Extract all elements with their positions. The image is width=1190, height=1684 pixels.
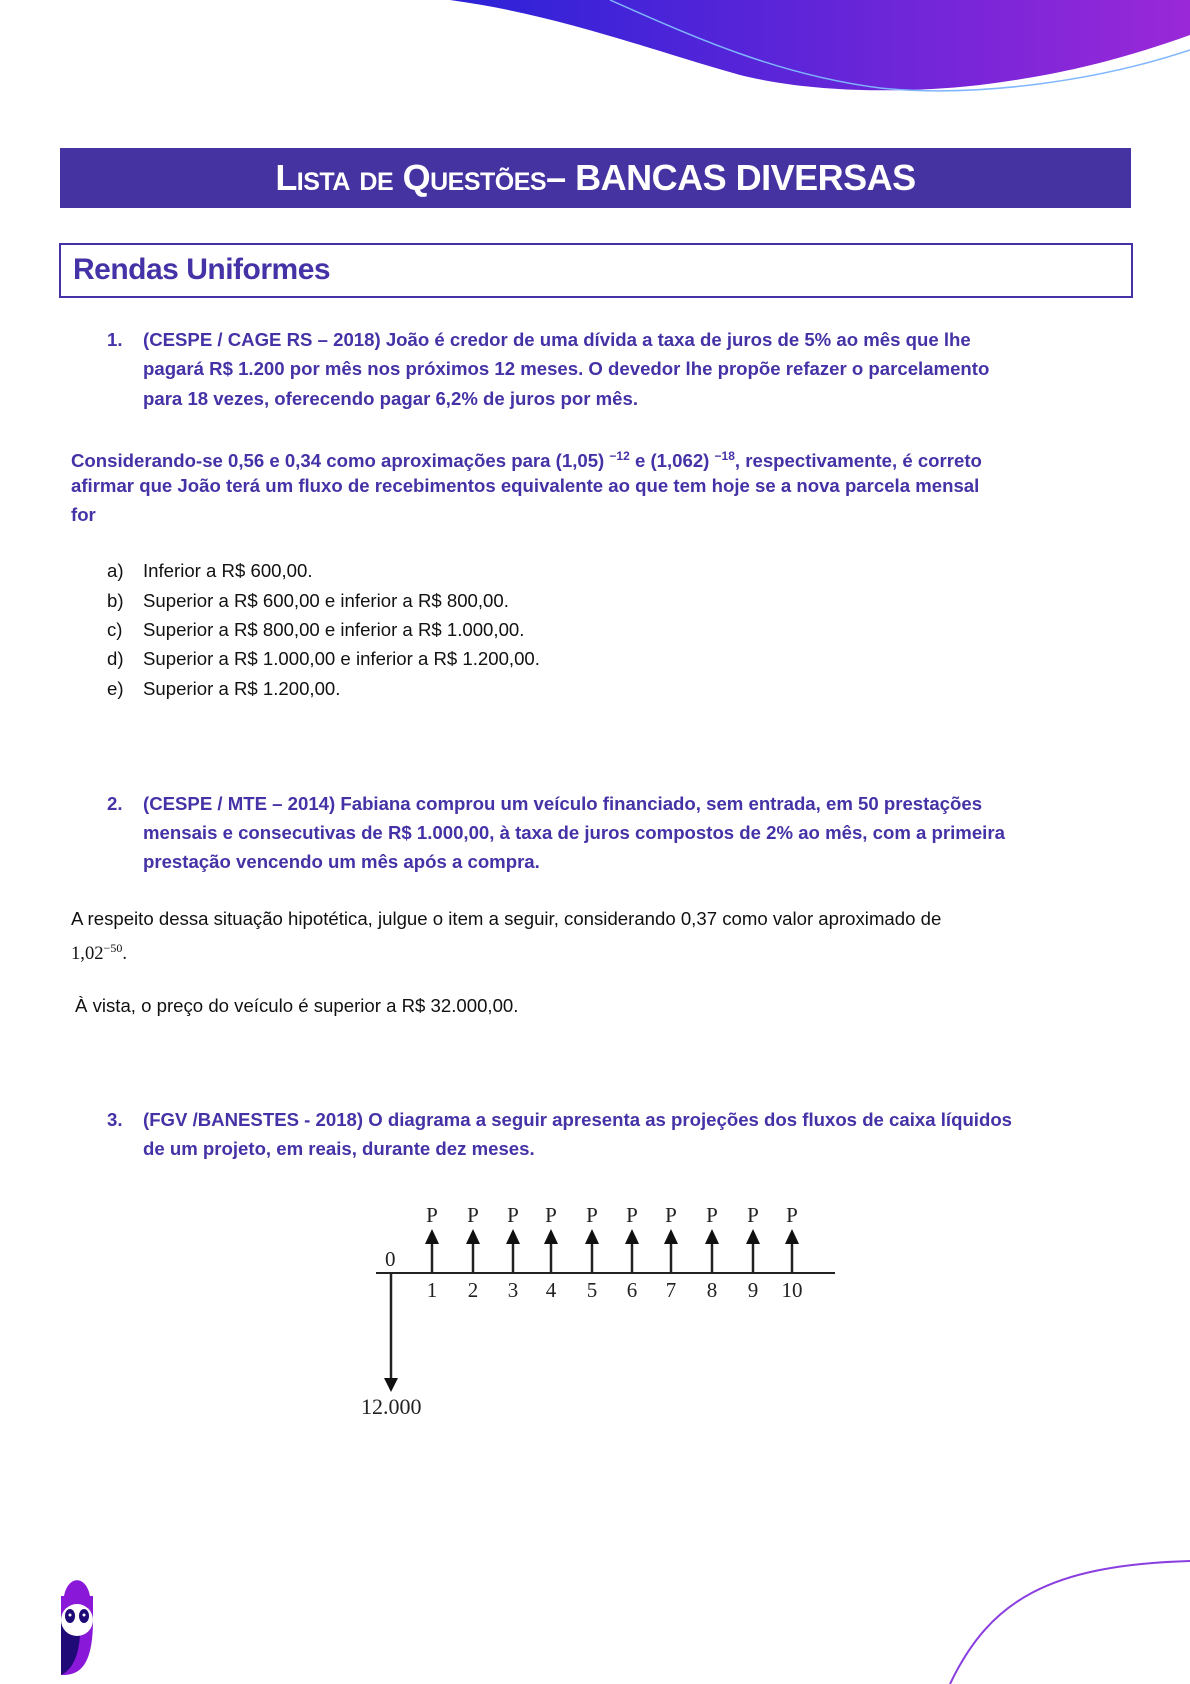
period-label: 6 (626, 1278, 638, 1302)
question-context-line: A respeito dessa situação hipotética, julgue o item a seguir, considerando 0,37 como valor aproximado de (71, 908, 942, 929)
option-letter: a) (107, 560, 124, 581)
section-title: Rendas Uniformes (73, 253, 331, 286)
context-text: e (1,062) (629, 450, 715, 472)
question-number: 3. (107, 1109, 123, 1130)
question-text-line: de um projeto, em reais, durante dez meses. (143, 1138, 535, 1159)
math-base: 1,02 (71, 943, 104, 965)
period-label: 7 (665, 1278, 677, 1302)
page-title-part2: – BANCAS DIVERSAS (546, 157, 916, 198)
exponent: −50 (103, 941, 123, 955)
period-label: 1 (426, 1278, 438, 1302)
page-title-part1: Lista de Questões (275, 157, 547, 198)
period-label: 3 (507, 1278, 519, 1302)
payment-label: P (545, 1203, 557, 1227)
question-text-line: (CESPE / CAGE RS – 2018) João é credor de uma dívida a taxa de juros de 5% ao mês que lhe (143, 329, 971, 350)
option-text: Inferior a R$ 600,00. (143, 560, 313, 581)
period-label: 10 (781, 1278, 803, 1302)
payment-label: P (586, 1203, 598, 1227)
question-context-line: for (71, 504, 96, 525)
period-label: 5 (586, 1278, 598, 1302)
option-letter: d) (107, 648, 124, 669)
punctuation: . (122, 943, 127, 965)
period-label: 4 (545, 1278, 557, 1302)
option-text: Superior a R$ 800,00 e inferior a R$ 1.000,00. (143, 619, 525, 640)
question-number: 1. (107, 329, 123, 350)
payment-label: P (426, 1203, 438, 1227)
question-text-line: (CESPE / MTE – 2014) Fabiana comprou um veículo financiado, sem entrada, em 50 prestações (143, 793, 983, 814)
payment-label: P (626, 1203, 638, 1227)
option-letter: b) (107, 590, 124, 611)
question-text-line: mensais e consecutivas de R$ 1.000,00, à taxa de juros compostos de 2% ao mês, com a primeira (143, 822, 1005, 843)
option-text: Superior a R$ 1.000,00 e inferior a R$ 1.200,00. (143, 648, 540, 669)
exponent: −18 (714, 449, 735, 463)
payment-label: P (665, 1203, 677, 1227)
origin-label: 0 (385, 1247, 396, 1271)
judgement-item: À vista, o preço do veículo é superior a R$ 32.000,00. (75, 995, 519, 1016)
option-text: Superior a R$ 1.200,00. (143, 678, 341, 699)
question-number: 2. (107, 793, 123, 814)
payment-label: P (747, 1203, 759, 1227)
context-text: Considerando-se 0,56 e 0,34 como aproximações para (1,05) (71, 450, 610, 472)
payment-label: P (467, 1203, 479, 1227)
period-label: 9 (747, 1278, 759, 1302)
question-text-line: prestação vencendo um mês após a compra. (143, 851, 540, 872)
question-text-line: pagará R$ 1.200 por mês nos próximos 12 meses. O devedor lhe propõe refazer o parcelamento (143, 358, 990, 379)
option-text: Superior a R$ 600,00 e inferior a R$ 800,00. (143, 590, 509, 611)
period-label: 8 (706, 1278, 718, 1302)
exponent: −12 (609, 449, 630, 463)
context-text: , respectivamente, é correto (734, 450, 982, 472)
option-letter: c) (107, 619, 123, 640)
payment-label: P (706, 1203, 718, 1227)
payment-label: P (507, 1203, 519, 1227)
question-text-line: (FGV /BANESTES - 2018) O diagrama a seguir apresenta as projeções dos fluxos de caixa líquidos (143, 1109, 1013, 1130)
question-context-line: afirmar que João terá um fluxo de recebimentos equivalente ao que tem hoje se a nova parcela mensal (71, 475, 980, 496)
outflow-label: 12.000 (361, 1394, 422, 1419)
question-text-line: para 18 vezes, oferecendo pagar 6,2% de juros por mês. (143, 388, 639, 409)
period-label: 2 (467, 1278, 479, 1302)
option-letter: e) (107, 678, 124, 699)
payment-label: P (786, 1203, 798, 1227)
